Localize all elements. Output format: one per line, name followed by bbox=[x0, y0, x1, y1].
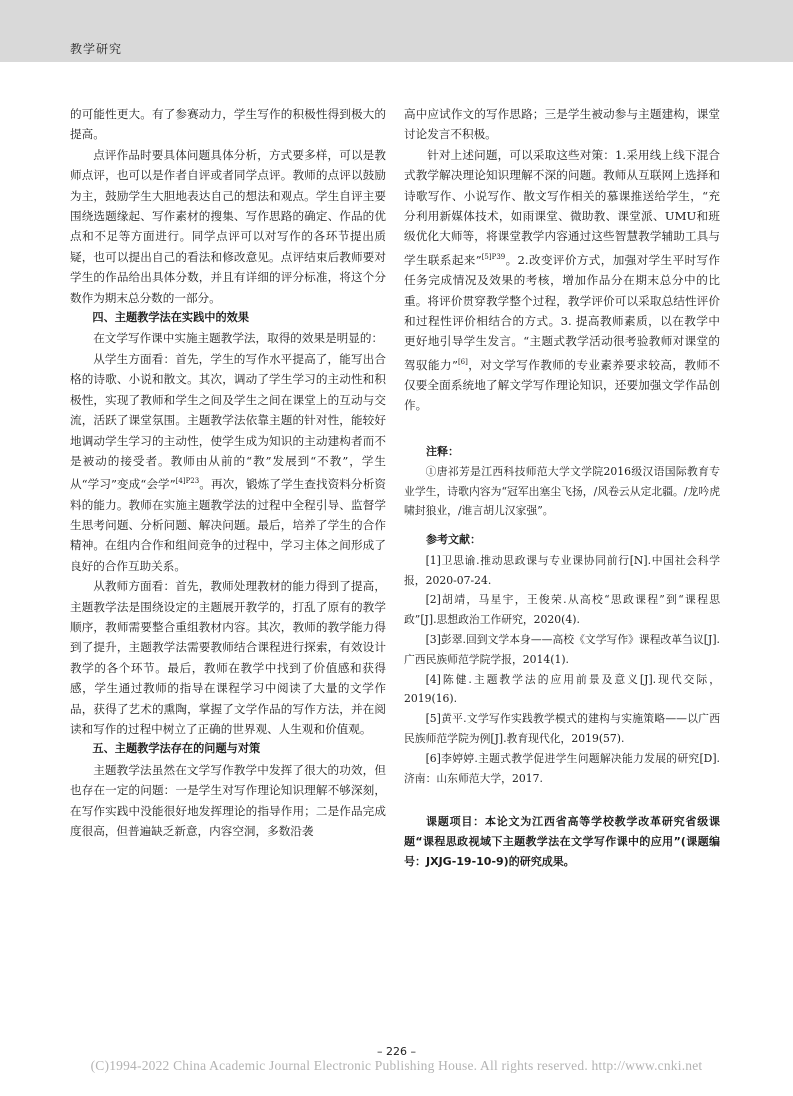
paragraph: 的可能性更大。有了参赛动力，学生写作的积极性得到极大的提高。 bbox=[70, 107, 386, 142]
paragraph: 主题教学法虽然在文学写作教学中发挥了很大的功效，但也存在一定的问题：一是学生对写作理论知识理解不够深刻，在写作实践中没能很好地发挥理论的指导作用；二是作品完成度很高，但普遍缺乏新意，内容空洞，多数沿袭 bbox=[70, 762, 386, 839]
page-number: – 226 – bbox=[377, 1045, 416, 1058]
paragraph-text: ，对文学写作教师的专业素养要求较高，教师不仅要全面系统地了解文学写作理论知识，还要加强文学作品创作。 bbox=[404, 357, 720, 413]
reference-item: [1]卫思谕.推动思政课与专业课协同前行[N].中国社会科学报，2020-07-24. bbox=[404, 553, 720, 587]
citation-mark: [6] bbox=[457, 357, 468, 366]
section-heading: 五、主题教学法存在的问题与对策 bbox=[92, 742, 261, 756]
reference-item: [2]胡靖，马星宇，王俊荣.从高校“思政课程”到“课程思政”[J].思想政治工作研究，2020(4). bbox=[404, 593, 720, 627]
right-column bbox=[404, 104, 720, 872]
paragraph: 在文学写作课中实施主题教学法，取得的效果是明显的： bbox=[93, 331, 384, 346]
paragraph-text: 针对上述问题，可以采取这些对策：1.采用线上线下混合式教学解决理论知识理解不深的问题。教师从互联网上选择和诗歌写作、小说写作、散文写作相关的慕课推送给学生，“充分利用新媒体技术，如雨课堂、微助教、课堂派、UMU和班级优化大师等，将课堂教学内容通过这些智慧教学辅助工具与学生联系起来” bbox=[404, 147, 720, 267]
note-item: ①唐祁芳是江西科技师范大学文学院2016级汉语国际教育专业学生，诗歌内容为“冠军出塞尘飞扬，/风卷云从定北疆。/龙吟虎啸封狼业，/谁言胡儿汉家强”。 bbox=[404, 465, 720, 518]
citation-mark: [4]P23 bbox=[175, 477, 200, 486]
section-heading: 四、主题教学法在实践中的效果 bbox=[92, 311, 250, 325]
reference-item: [6]李婷婷.主题式教学促进学生问题解决能力发展的研究[D].济南：山东师范大学，2017. bbox=[404, 751, 720, 785]
paragraph: 高中应试作文的写作思路；三是学生被动参与主题建构，课堂讨论发言不积极。 bbox=[404, 107, 720, 142]
references-title: 参考文献： bbox=[426, 533, 481, 547]
paragraph bbox=[404, 145, 720, 416]
paragraph: 点评作品时要具体问题具体分析，方式要多样，可以是教师点评，也可以是作者自评或者同学点评。教师的点评以鼓励为主，鼓励学生大胆地表达自己的想法和观点。学生自评主要围绕选题缘起、写作素材的搜集、写作思路的确定、作品的优点和不足等方面进行。同学点评可以对写作的各环节提出质疑，也可以提出自己的看法和修改意见。点评结束后教师要对学生的作品给出具体分数，并且有详细的评分标准，将这个分数作为期末总分数的一部分。 bbox=[70, 147, 386, 305]
paragraph: 从教师方面看：首先，教师处理教材的能力得到了提高，主题教学法是围绕设定的主题展开教学的，打乱了原有的教学顺序，教师需要整合重组教材内容。其次，教师的教学能力得到了提升，主题教学法需要教师结合课程进行探索，有效设计教学的各个环节。最后，教师在教学中找到了价值感和获得感，学生通过教师的指导在课程学习中阅读了大量的文学作品，获得了艺术的熏陶，掌握了文学作品的写作方法，并在阅读和写作的过程中树立了正确的世界观、人生观和价值观。 bbox=[70, 579, 386, 737]
notes-title: 注释： bbox=[426, 444, 459, 458]
paragraph-text: 。再次，锻炼了学生查找资料分析资料的能力。教师在实施主题教学法的过程中全程引导、监督学生思考问题、分析问题、解决问题。最后，培养了学生的合作精神。在组内合作和组间竞争的过程中，学习主体之间形成了良好的合作互助关系。 bbox=[70, 477, 386, 573]
reference-item: [4]陈健.主题教学法的应用前景及意义[J].现代交际，2019(16). bbox=[404, 672, 720, 706]
paragraph-text: 。2.改变评价方式，加强对学生平时写作任务完成情况及效果的考核，增加作品分在期末总分中的比重。将评价贯穿教学整个过程，教学评价可以采取总结性评价和过程性评价相结合的方式。3. 提高教师素质，以在教学中更好地引导学生发言。“主题式教学活动很考验教师对课堂的驾驭能力” bbox=[404, 252, 720, 372]
reference-item: [5]黄平.文学写作实践教学模式的建构与实施策略——以广西民族师范学院为例[J].教育现代化，2019(57). bbox=[404, 712, 720, 746]
paragraph bbox=[70, 349, 386, 576]
reference-item: [3]彭翠.回到文学本身——高校《文学写作》课程改革刍议[J].广西民族师范学院学报，2014(1). bbox=[404, 633, 720, 666]
copyright-notice: (C)1994-2022 China Academic Journal Electronic Publishing House. All rights reserved. http://www.cnki.net bbox=[90, 1058, 703, 1073]
section-label: 教学研究 bbox=[70, 42, 123, 56]
citation-mark: [5]P39 bbox=[481, 252, 506, 261]
left-column bbox=[70, 104, 386, 841]
project-funding-note: 课题项目：本论文为江西省高等学校教学改革研究省级课题“课程思政视域下主题教学法在文学写作课中的应用”(课题编号：JXJG-19-10-9)的研究成果。 bbox=[404, 815, 720, 869]
paragraph-text: 从学生方面看：首先，学生的写作水平提高了，能写出合格的诗歌、小说和散文。其次，调动了学生学习的主动性和积极性，实现了教师和学生之间及学生之间在课堂上的互动与交流，活跃了课堂氛围。主题教学法依靠主题的针对性，能较好地调动学生学习的主动性，使学生成为知识的主动建构者而不是被动的接受者。教师由从前的“教”发展到“不教”，学生从“学习”变成“会学” bbox=[70, 351, 386, 492]
